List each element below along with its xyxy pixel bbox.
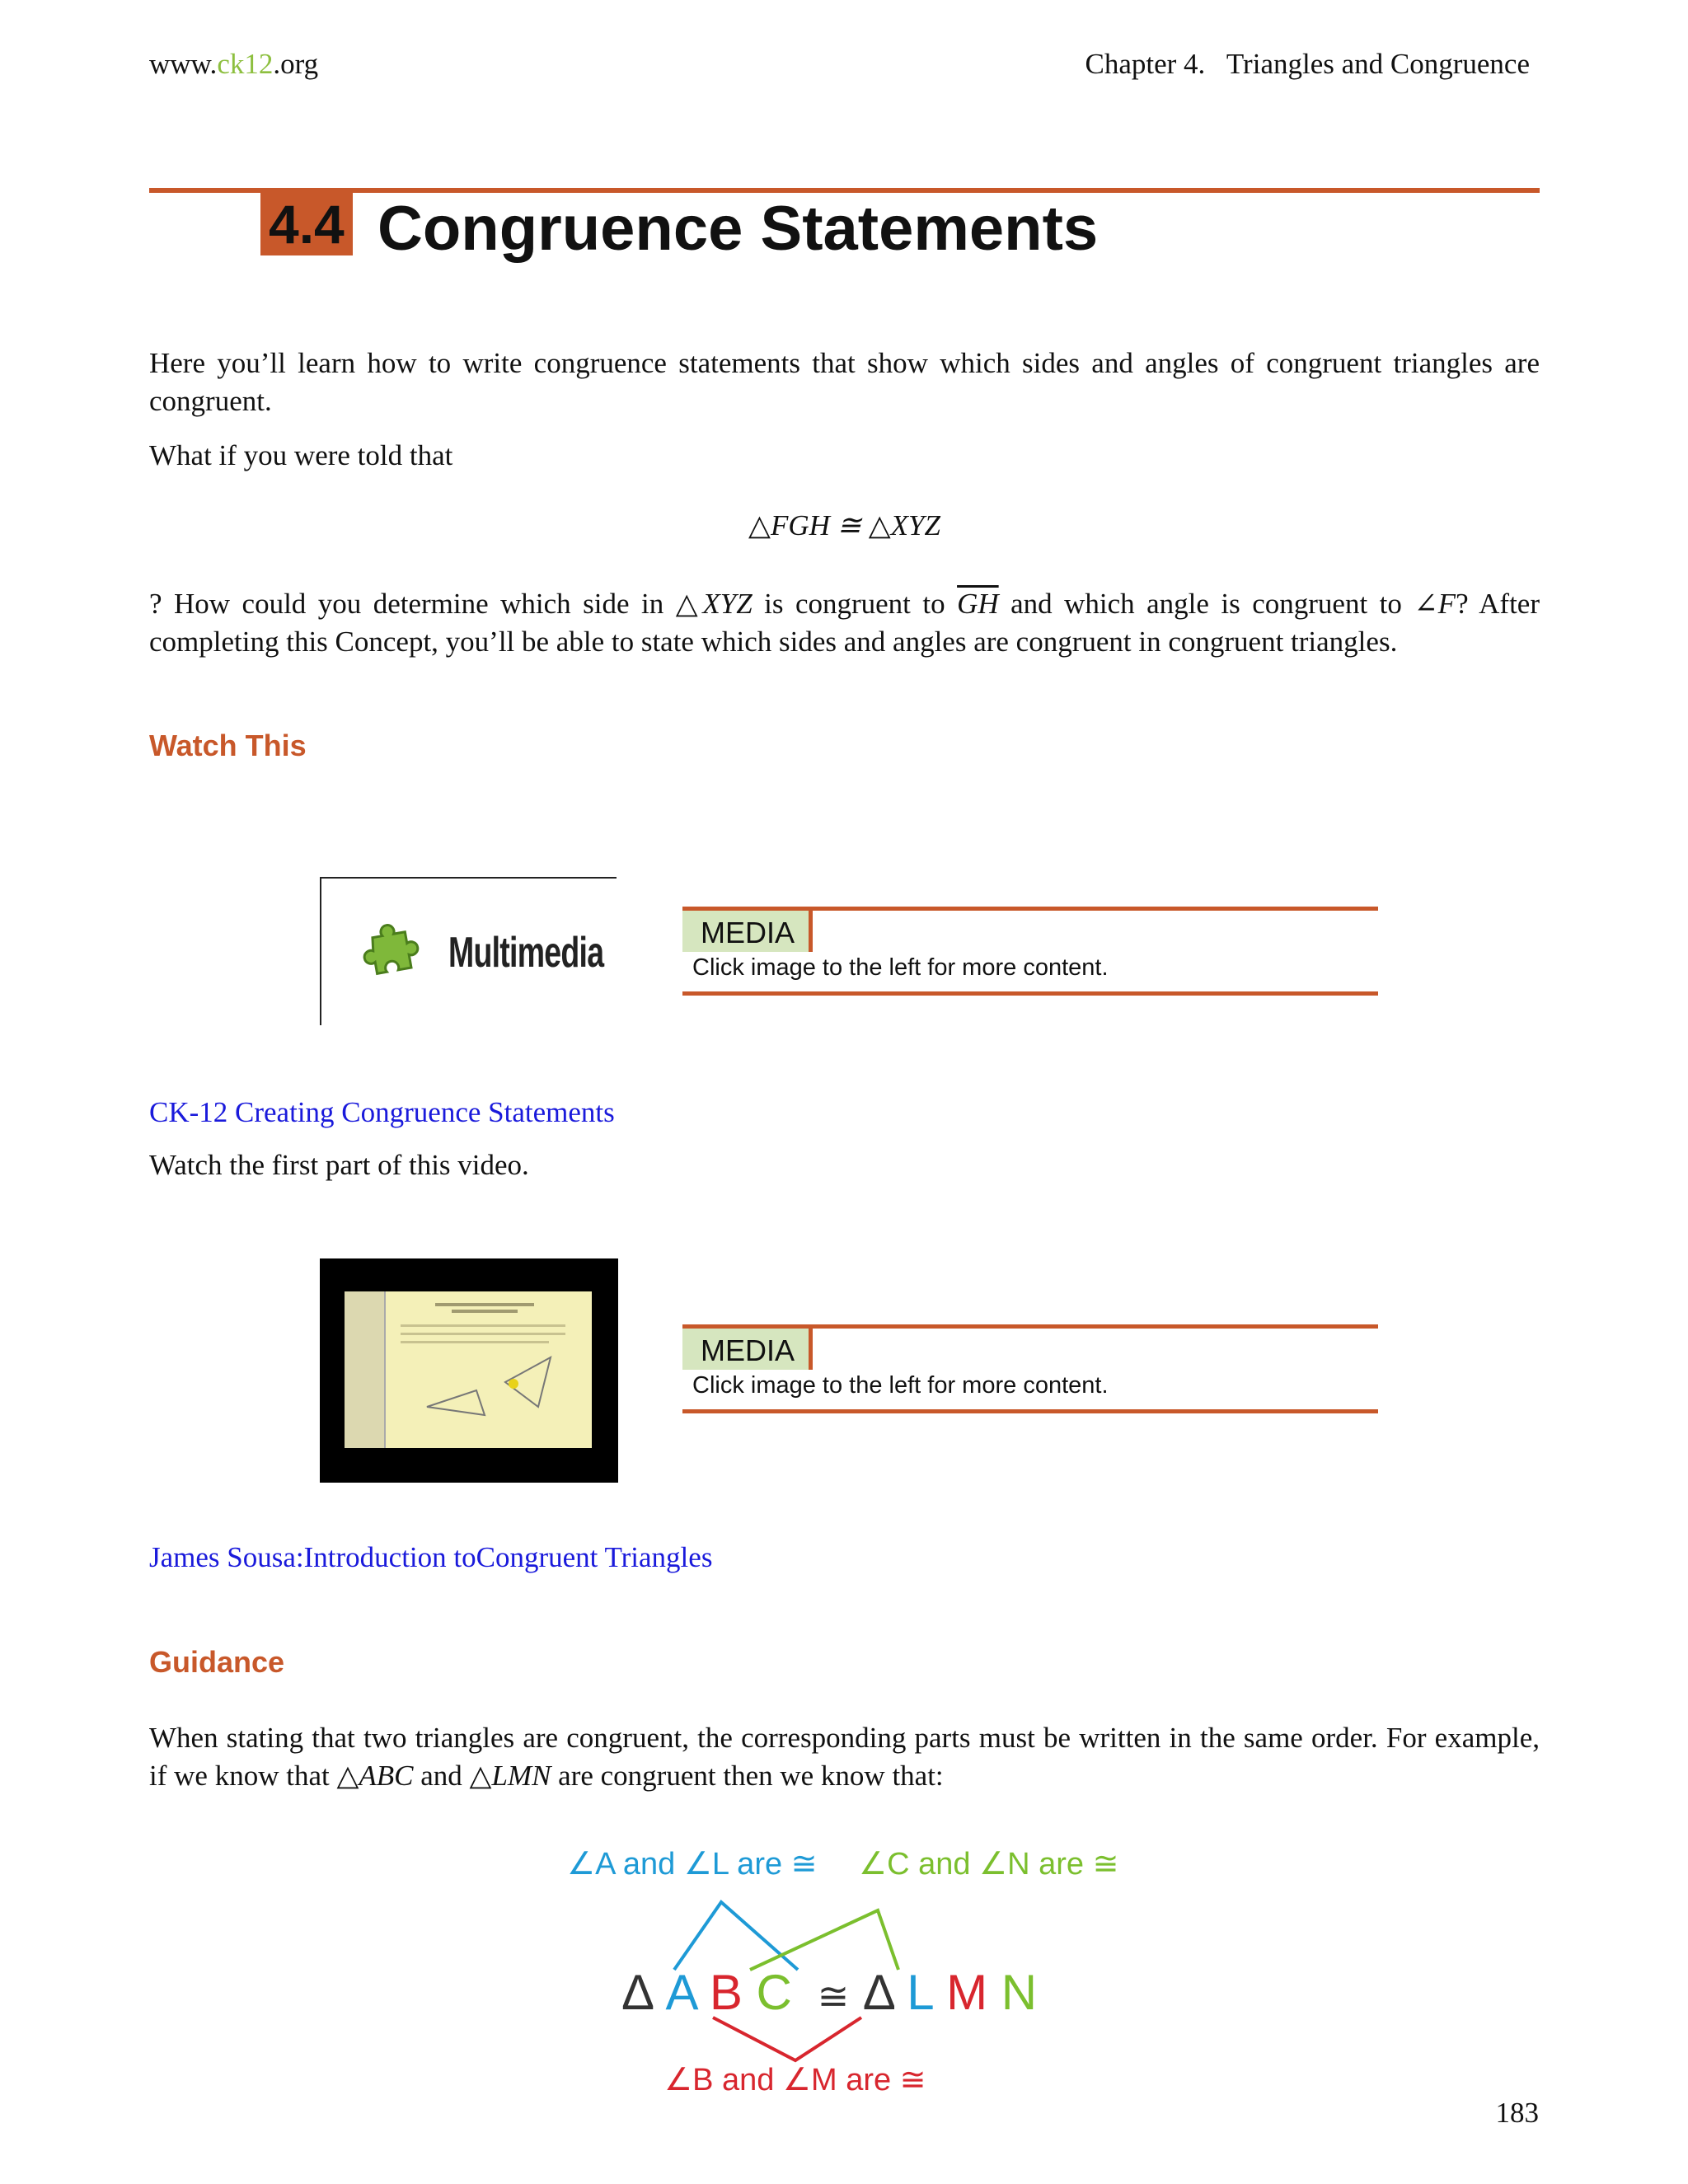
angle-b-m-label: ∠B and ∠M are ≅ (664, 2063, 926, 2097)
vertex-c: C (756, 1965, 792, 2020)
media-rule-bottom (682, 1409, 1378, 1413)
multimedia-label: Multimedia (448, 929, 604, 977)
vertex-n: N (1001, 1965, 1038, 2020)
triangle-symbol-2: Δ (862, 1965, 893, 2020)
media-tag: MEDIA (682, 1329, 813, 1370)
media-rule-bottom (682, 991, 1378, 996)
media-caption: Click image to the left for more content. (692, 1372, 1109, 1399)
sousa-video-link[interactable]: James Sousa:Introduction toCongruent Triangles (149, 1541, 713, 1573)
section-number: 4.4 (260, 193, 353, 255)
vertex-m: M (946, 1965, 988, 2020)
video-screen (345, 1291, 592, 1448)
angle-a-l-label: ∠A and ∠L are ≅ (567, 1847, 818, 1882)
connector-a-l (674, 1902, 798, 1970)
page-title: Congruence Statements (377, 194, 1099, 264)
correspondence-diagram (552, 1830, 1146, 2102)
question-paragraph: ? How could you determine which side in △XYZ is congruent to $\overline{GH}$ and which angle is congruent to ∠F? After completing this Concept, you’ll be able to state which sides and angles are congruent in congruent triangles. (149, 588, 1540, 658)
watch-heading: Watch This (149, 729, 307, 762)
media-tag: MEDIA (682, 911, 813, 952)
guidance-paragraph: When stating that two triangles are congruent, the corresponding parts must be written in the same order. For example, if we know that △ABC and △LMN are congruent then we know that: (149, 1722, 1540, 1792)
intro-paragraph: Here you’ll learn how to write congruence statements that show which sides and angles of congruent triangles are congruent. (149, 347, 1540, 417)
triangle-sketch-icon (345, 1291, 592, 1448)
congruent-symbol: ≅ (817, 1975, 850, 2018)
ck12-video-link[interactable]: CK-12 Creating Congruence Statements (149, 1096, 615, 1128)
media-caption: Click image to the left for more content. (692, 954, 1109, 981)
watch-note: Watch the first part of this video. (149, 1149, 529, 1181)
chapter-header: Chapter 4. Triangles and Congruence (1085, 48, 1530, 80)
guidance-heading: Guidance (149, 1645, 285, 1679)
video-thumbnail[interactable] (320, 1258, 618, 1483)
site-url: www.ck12.org (149, 48, 319, 80)
multimedia-thumbnail[interactable] (320, 877, 617, 1025)
congruence-formula: △FGH ≅ △XYZ (748, 509, 940, 541)
triangle-statement (621, 1965, 1037, 2020)
connector-b-m (713, 2018, 861, 2060)
connector-c-n (750, 1910, 898, 1970)
vertex-a: A (665, 1965, 696, 2020)
vertex-b: B (709, 1965, 743, 2020)
media-box (682, 907, 1378, 996)
vertex-l: L (907, 1965, 933, 2020)
triangle-symbol-1: Δ (621, 1965, 652, 2020)
angle-c-n-label: ∠C and ∠N are ≅ (859, 1847, 1119, 1882)
media-box (682, 1324, 1378, 1413)
what-if-text: What if you were told that (149, 439, 453, 471)
page-number: 183 (1495, 2097, 1539, 2129)
puzzle-icon (359, 923, 424, 987)
